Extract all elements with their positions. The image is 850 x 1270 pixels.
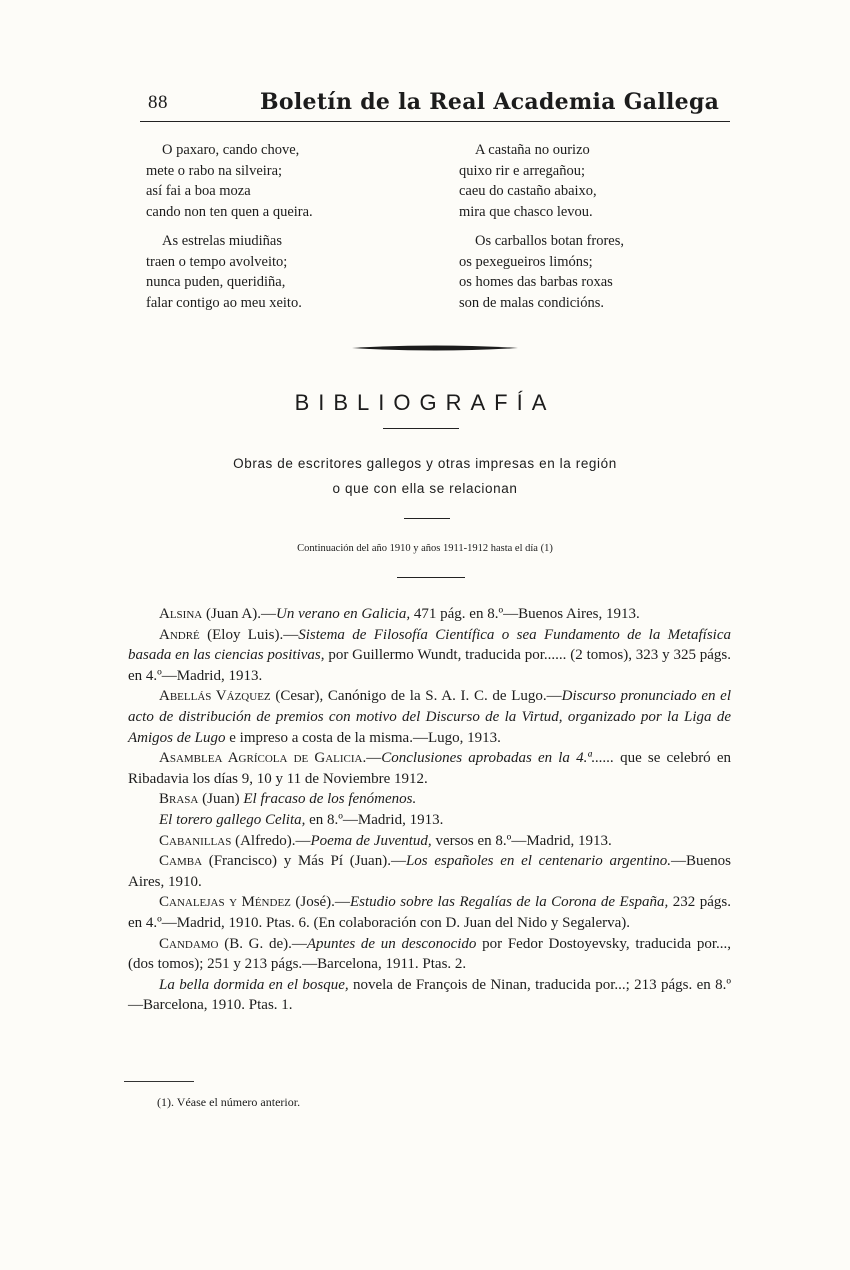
header-rule bbox=[140, 121, 730, 122]
entry-author: Asamblea Agrícola de Galicia bbox=[159, 750, 363, 767]
bibliography-entry bbox=[128, 686, 731, 748]
entry-text: en 8.º—Madrid, 1913. bbox=[305, 811, 444, 828]
entry-author: Alsina bbox=[159, 606, 203, 622]
entry-text: (José).— bbox=[290, 894, 350, 911]
bibliography-entry bbox=[128, 604, 731, 625]
entry-text: (Cesar), Canónigo de la S. A. I. C. de Lugo.— bbox=[270, 688, 562, 705]
entry-text: (Francisco) y Más Pí (Juan).— bbox=[202, 853, 406, 870]
bibliography-entry bbox=[128, 789, 731, 810]
poem-line: así fai a boa moza bbox=[146, 183, 251, 199]
entry-title: Un verano en Galicia, bbox=[275, 606, 411, 622]
section-title: BIBLIOGRAFÍA bbox=[294, 390, 556, 415]
poem-line: os homes das barbas roxas bbox=[459, 274, 613, 290]
entry-author: Candamo bbox=[159, 935, 219, 952]
entry-text: —Buenos Aires, 1910. bbox=[128, 853, 731, 890]
poem-line: Os carballos botan frores, bbox=[475, 233, 624, 249]
entry-author: Canalejas y Méndez bbox=[159, 894, 291, 911]
poem-line: cando non ten quen a queira. bbox=[146, 203, 313, 220]
running-header bbox=[148, 89, 730, 122]
entry-text: 471 pág. en 8.º—Buenos Aires, 1913. bbox=[410, 606, 640, 622]
poem-left-column bbox=[146, 140, 313, 322]
bibliography-entry bbox=[128, 748, 731, 789]
poem-line: falar contigo ao meu xeito. bbox=[146, 294, 302, 311]
bibliography-entry bbox=[128, 851, 731, 892]
poem-line: A castaña no ourizo bbox=[475, 142, 590, 158]
entry-text: versos en 8.º—Madrid, 1913. bbox=[431, 832, 612, 849]
journal-title: Boletín de la Real Academia Gallega bbox=[260, 89, 720, 115]
poem-line: quixo rir e arregañou; bbox=[459, 162, 586, 179]
entry-author: Brasa bbox=[159, 791, 199, 808]
entry-title: La bella dormida en el bosque, bbox=[159, 976, 349, 993]
entry-text: por Fedor Dostoyevsky, traducida por..., (dos tomos); 251 y 213 págs.—Barcelona, 1911. Ptas. 2. bbox=[128, 935, 731, 973]
poem-line: O paxaro, cando chove, bbox=[162, 142, 300, 158]
entry-text: (Alfredo).— bbox=[231, 832, 311, 849]
poem-line: mete o rabo na silveira; bbox=[146, 162, 283, 179]
poem-line: os pexegueiros limóns; bbox=[459, 253, 593, 270]
bibliography-entry bbox=[128, 934, 731, 975]
ornamental-divider bbox=[352, 343, 518, 353]
continuation-note: Continuación del año 1910 y años 1911-1912 hasta el día (1) bbox=[297, 543, 553, 554]
entry-title: El torero gallego Celita, bbox=[159, 811, 306, 828]
bibliography-entry bbox=[128, 831, 731, 852]
poem-line: son de malas condicións. bbox=[459, 294, 604, 311]
subtitle-rule bbox=[404, 518, 450, 519]
poem-line: caeu do castaño abaixo, bbox=[459, 183, 597, 199]
bibliography-entry bbox=[128, 975, 731, 1016]
section-subtitle-line2: o que con ella se relacionan bbox=[332, 481, 518, 496]
page-number: 88 bbox=[148, 92, 168, 113]
entry-text: (Juan A).— bbox=[202, 606, 276, 622]
entry-text: que se celebró en Ribadavia los días 9, 10 y 11 de Noviembre 1912. bbox=[128, 750, 731, 787]
title-rule bbox=[383, 428, 459, 429]
entry-text: (B. G. de).— bbox=[218, 935, 307, 952]
bibliography-entry bbox=[128, 810, 731, 831]
entry-text: novela de François de Ninan, traducida por...; 213 págs. en 8.º—Barcelona, 1910. Ptas. 1. bbox=[128, 976, 731, 1014]
entry-text: 232 págs. en 4.º—Madrid, 1910. Ptas. 6. (En colaboración con D. Juan del Nido y Segalerva). bbox=[128, 894, 731, 931]
entry-title: Sistema de Filosofía Científica o sea Fundamento de la Metafísica basada en las ciencias positivas, bbox=[128, 626, 731, 664]
footnote-marker: (1). bbox=[157, 1095, 174, 1109]
poem-stanza bbox=[146, 231, 313, 313]
entry-author: Abellás Vázquez bbox=[159, 688, 271, 705]
continuation-rule bbox=[397, 577, 465, 578]
section-subtitle-line1: Obras de escritores gallegos y otras impresas en la región bbox=[233, 456, 617, 471]
entry-title: Estudio sobre las Regalías de la Corona de España, bbox=[349, 894, 669, 911]
entry-text: (Eloy Luis).— bbox=[199, 626, 299, 643]
entry-text: .— bbox=[362, 750, 382, 767]
entry-text: e impreso a costa de la misma.—Lugo, 1913. bbox=[225, 729, 501, 746]
poem-line: nunca puden, queridiña, bbox=[146, 274, 286, 290]
poem-stanza bbox=[459, 231, 624, 313]
entry-title: Conclusiones aprobadas en la 4.ª...... bbox=[381, 750, 614, 767]
entry-text: por Guillermo Wundt, traducida por...... (2 tomos), 323 y 325 págs. en 4.º—Madrid, 1913. bbox=[128, 647, 732, 684]
poem-line: traen o tempo avolveito; bbox=[146, 253, 288, 270]
poem-line: As estrelas miudiñas bbox=[162, 233, 283, 249]
footnote-text: Véase el número anterior. bbox=[176, 1095, 301, 1109]
entry-author: André bbox=[159, 626, 200, 643]
entry-author: Cabanillas bbox=[159, 832, 232, 849]
bibliography-entry bbox=[128, 625, 731, 687]
entry-title: El fracaso de los fenómenos. bbox=[243, 791, 417, 808]
entry-title: Poema de Juventud, bbox=[310, 832, 432, 849]
poem-line: mira que chasco levou. bbox=[459, 203, 593, 220]
entry-title: Apuntes de un desconocido bbox=[306, 935, 477, 952]
footnote-rule bbox=[124, 1081, 194, 1082]
entry-title: Discurso pronunciado en el acto de distribución de premios con motivo del Discurso de la Virtud, organizado por la Liga de Amigos de Lugo bbox=[128, 688, 731, 746]
poem-right-column bbox=[459, 140, 624, 322]
bibliography-list bbox=[128, 604, 731, 1016]
poem-stanza bbox=[459, 140, 624, 222]
bibliography-entry bbox=[128, 892, 731, 933]
entry-text: (Juan) bbox=[198, 791, 244, 808]
entry-author: Camba bbox=[159, 853, 203, 870]
footnote bbox=[157, 1095, 300, 1110]
entry-title: Los españoles en el centenario argentino. bbox=[405, 853, 671, 870]
poem-stanza bbox=[146, 140, 313, 222]
